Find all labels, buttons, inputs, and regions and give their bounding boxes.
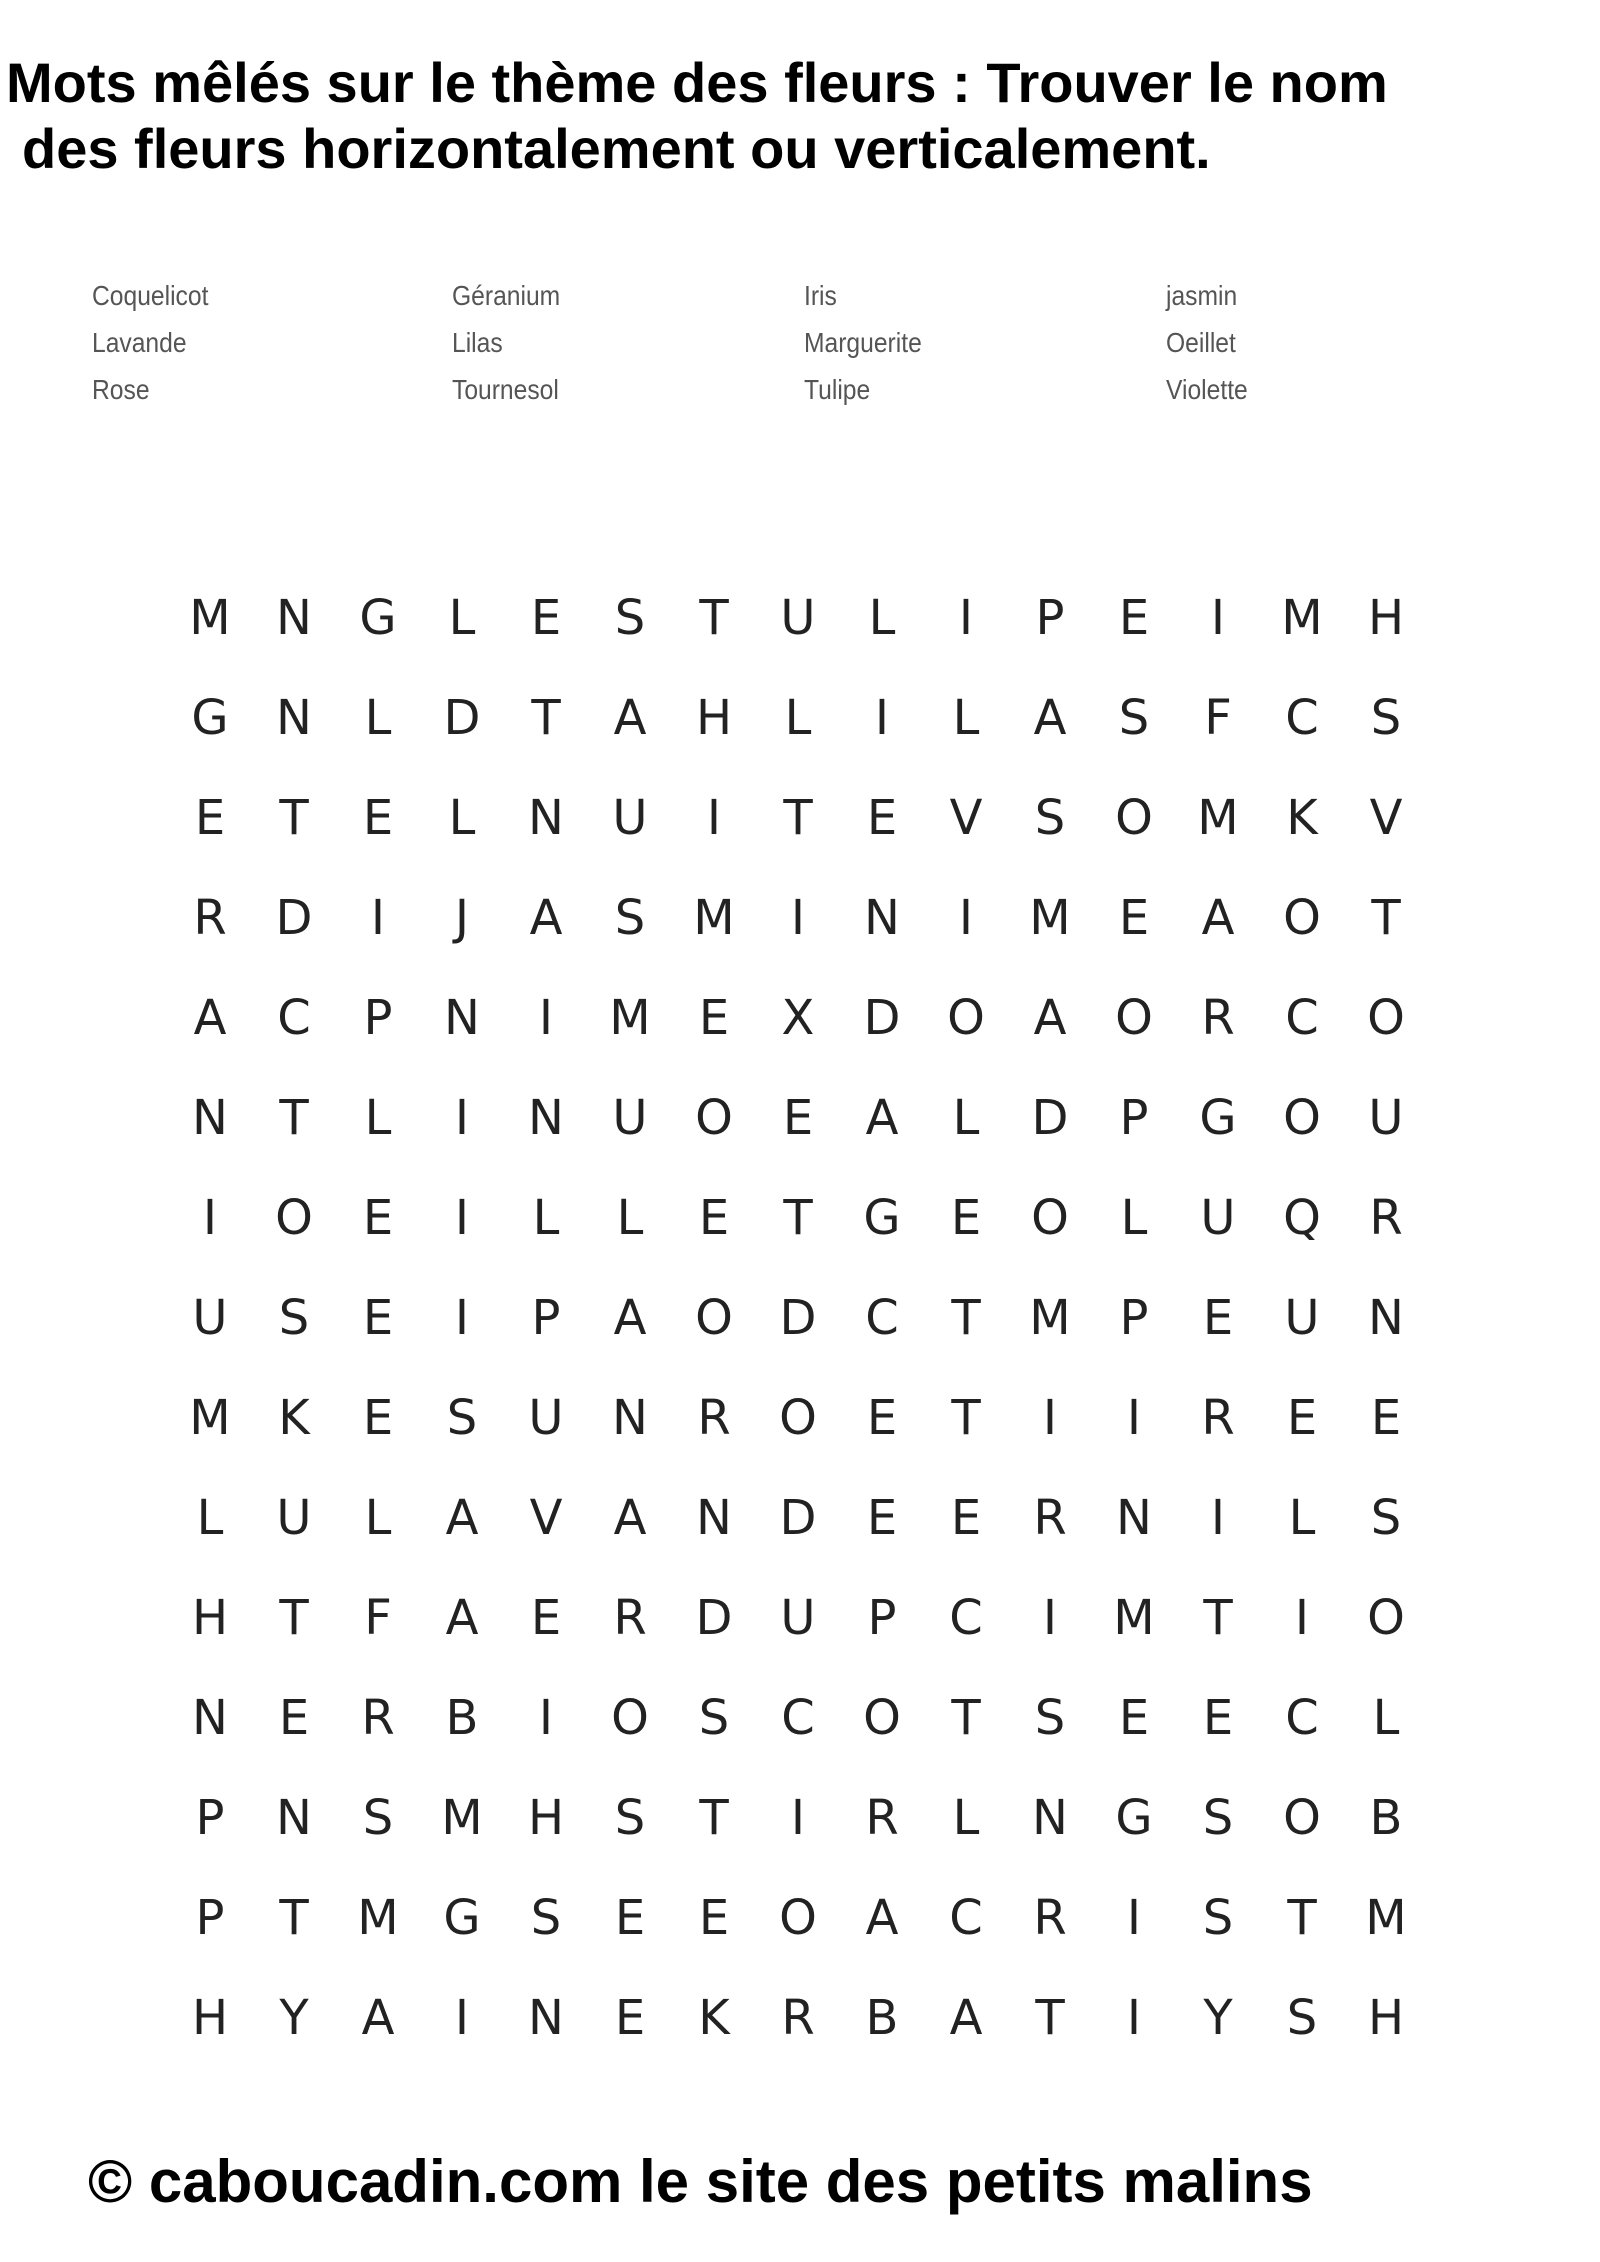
grid-letter: S: [1370, 690, 1402, 746]
grid-letter: D: [779, 1490, 817, 1546]
grid-letter: I: [1126, 1890, 1142, 1946]
grid-letter: C: [949, 1590, 983, 1646]
grid-letter: C: [949, 1890, 983, 1946]
grid-letter: T: [783, 790, 813, 846]
grid-letter: C: [1285, 690, 1319, 746]
grid-letter: A: [529, 890, 563, 946]
grid-letter: N: [276, 690, 312, 746]
grid-letter: U: [1284, 1290, 1320, 1346]
grid-letter: A: [445, 1590, 479, 1646]
grid-letter: Y: [279, 1990, 309, 2046]
grid-letter: T: [279, 1090, 309, 1146]
grid-letter: E: [698, 1890, 730, 1946]
grid-letter: M: [1029, 890, 1071, 946]
grid-letter: E: [950, 1190, 982, 1246]
grid-letter: S: [698, 1690, 730, 1746]
grid-letter: I: [958, 890, 974, 946]
footer-copyright: © caboucadin.com le site des petits malins: [88, 2148, 1313, 2215]
grid-letter: M: [1281, 590, 1323, 646]
page-title: [6, 50, 1600, 182]
grid-letter: L: [532, 1190, 560, 1246]
grid-letter: N: [192, 1690, 228, 1746]
grid-letter: T: [1035, 1990, 1065, 2046]
grid-letter: T: [531, 690, 561, 746]
grid-letter: V: [1369, 790, 1403, 846]
grid-letter: N: [528, 1090, 564, 1146]
word-list-item: Géranium: [452, 280, 561, 311]
grid-letter: L: [448, 590, 476, 646]
grid-letter: A: [445, 1490, 479, 1546]
grid-letter: M: [189, 1390, 231, 1446]
grid-letter: B: [445, 1690, 479, 1746]
grid-letter: G: [863, 1190, 901, 1246]
grid-letter: L: [196, 1490, 224, 1546]
grid-letter: M: [693, 890, 735, 946]
grid-letter: V: [529, 1490, 563, 1546]
grid-letter: D: [863, 990, 901, 1046]
grid-letter: N: [276, 590, 312, 646]
grid-letter: R: [613, 1590, 647, 1646]
grid-letter: T: [699, 1790, 729, 1846]
grid-letter: A: [193, 990, 227, 1046]
word-list-item: Lavande: [92, 327, 187, 358]
grid-letter: A: [1033, 990, 1067, 1046]
grid-letter: X: [781, 990, 815, 1046]
grid-letter: A: [1201, 890, 1235, 946]
grid-letter: K: [1286, 790, 1318, 846]
grid-letter: B: [865, 1990, 899, 2046]
grid-letter: M: [189, 590, 231, 646]
grid-letter: F: [364, 1590, 392, 1646]
grid-letter: S: [1034, 1690, 1066, 1746]
grid-letter: O: [863, 1690, 901, 1746]
grid-letter: I: [1042, 1390, 1058, 1446]
grid-letter: T: [783, 1190, 813, 1246]
grid-letter: E: [1118, 590, 1150, 646]
grid-letter: R: [1369, 1190, 1403, 1246]
grid-letter: I: [1294, 1590, 1310, 1646]
grid-letter: N: [528, 1990, 564, 2046]
grid-letter: T: [951, 1690, 981, 1746]
grid-letter: H: [1367, 1990, 1405, 2046]
grid-letter: J: [454, 890, 470, 946]
letter-grid: [168, 568, 1428, 2078]
grid-letter: C: [1285, 990, 1319, 1046]
grid-letter: R: [697, 1390, 731, 1446]
grid-letter: I: [1210, 590, 1226, 646]
grid-letter: M: [357, 1890, 399, 1946]
grid-letter: G: [191, 690, 229, 746]
grid-letter: M: [441, 1790, 483, 1846]
grid-letter: I: [454, 1090, 470, 1146]
grid-letter: P: [1119, 1090, 1149, 1146]
grid-letter: U: [612, 1090, 648, 1146]
grid-letter: G: [1115, 1790, 1153, 1846]
grid-letter: N: [276, 1790, 312, 1846]
grid-letter: N: [192, 1090, 228, 1146]
grid-letter: H: [1367, 590, 1405, 646]
grid-letter: O: [611, 1690, 649, 1746]
grid-letter: L: [448, 790, 476, 846]
grid-letter: L: [1120, 1190, 1148, 1246]
grid-letter: S: [1370, 1490, 1402, 1546]
grid-letter: E: [782, 1090, 814, 1146]
grid-letter: O: [275, 1190, 313, 1246]
grid-letter: U: [276, 1490, 312, 1546]
grid-letter: S: [1034, 790, 1066, 846]
grid-letter: L: [616, 1190, 644, 1246]
grid-letter: A: [361, 1990, 395, 2046]
grid-letter: U: [1200, 1190, 1236, 1246]
grid-letter: N: [696, 1490, 732, 1546]
grid-letter: C: [781, 1690, 815, 1746]
grid-letter: I: [790, 1790, 806, 1846]
grid-letter: R: [193, 890, 227, 946]
grid-letter: U: [780, 1590, 816, 1646]
grid-letter: M: [1197, 790, 1239, 846]
grid-letter: E: [1118, 890, 1150, 946]
grid-letter: I: [454, 1290, 470, 1346]
grid-letter: E: [194, 790, 226, 846]
grid-letter: I: [1042, 1590, 1058, 1646]
word-list-item: Rose: [92, 374, 150, 405]
grid-letter: P: [1119, 1290, 1149, 1346]
grid-letter: E: [866, 790, 898, 846]
grid-letter: O: [1367, 990, 1405, 1046]
grid-letter: O: [1283, 1790, 1321, 1846]
grid-letter: S: [1286, 1990, 1318, 2046]
grid-letter: S: [614, 890, 646, 946]
grid-letter: I: [1126, 1390, 1142, 1446]
grid-letter: O: [695, 1290, 733, 1346]
grid-letter: S: [1202, 1890, 1234, 1946]
grid-letter: O: [779, 1890, 817, 1946]
grid-letter: T: [951, 1290, 981, 1346]
grid-letter: C: [277, 990, 311, 1046]
grid-letter: O: [1283, 1090, 1321, 1146]
grid-letter: A: [1033, 690, 1067, 746]
grid-letter: R: [865, 1790, 899, 1846]
grid-letter: C: [865, 1290, 899, 1346]
grid-letter: D: [1031, 1090, 1069, 1146]
grid-letter: L: [952, 690, 980, 746]
grid-letter: T: [1371, 890, 1401, 946]
grid-letter: I: [874, 690, 890, 746]
grid-letter: O: [947, 990, 985, 1046]
grid-letter: R: [1201, 990, 1235, 1046]
grid-letter: E: [362, 1390, 394, 1446]
grid-letter: E: [362, 1290, 394, 1346]
grid-letter: E: [614, 1990, 646, 2046]
grid-letter: E: [614, 1890, 646, 1946]
grid-letter: I: [538, 1690, 554, 1746]
grid-letter: I: [790, 890, 806, 946]
grid-letter: S: [278, 1290, 310, 1346]
grid-letter: L: [1288, 1490, 1316, 1546]
grid-letter: R: [361, 1690, 395, 1746]
grid-letter: O: [779, 1390, 817, 1446]
grid-letter: N: [528, 790, 564, 846]
grid-letter: Q: [1283, 1190, 1321, 1246]
grid-letter: L: [364, 690, 392, 746]
grid-letter: A: [613, 690, 647, 746]
word-list: [92, 272, 1392, 413]
grid-letter: A: [865, 1890, 899, 1946]
word-list-item: Oeillet: [1166, 327, 1236, 358]
grid-letter: D: [275, 890, 313, 946]
grid-letter: T: [699, 590, 729, 646]
grid-letter: E: [950, 1490, 982, 1546]
grid-letter: I: [706, 790, 722, 846]
grid-letter: E: [362, 1190, 394, 1246]
grid-letter: E: [362, 790, 394, 846]
grid-letter: I: [202, 1190, 218, 1246]
grid-letter: Y: [1203, 1990, 1233, 2046]
grid-letter: A: [865, 1090, 899, 1146]
grid-letter: S: [614, 1790, 646, 1846]
grid-letter: E: [866, 1390, 898, 1446]
grid-letter: O: [1115, 990, 1153, 1046]
grid-letter: H: [191, 1990, 229, 2046]
grid-letter: I: [1210, 1490, 1226, 1546]
word-list-item: jasmin: [1166, 280, 1238, 311]
grid-letter: L: [1372, 1690, 1400, 1746]
grid-letter: T: [279, 1890, 309, 1946]
grid-letter: K: [278, 1390, 310, 1446]
grid-letter: O: [1031, 1190, 1069, 1246]
grid-letter: R: [1201, 1390, 1235, 1446]
grid-letter: U: [612, 790, 648, 846]
grid-letter: G: [443, 1890, 481, 1946]
grid-letter: E: [1202, 1290, 1234, 1346]
grid-letter: D: [779, 1290, 817, 1346]
grid-letter: E: [1370, 1390, 1402, 1446]
grid-letter: E: [698, 990, 730, 1046]
grid-letter: V: [949, 790, 983, 846]
grid-letter: D: [443, 690, 481, 746]
grid-letter: A: [613, 1290, 647, 1346]
grid-letter: H: [527, 1790, 565, 1846]
grid-letter: M: [1365, 1890, 1407, 1946]
grid-letter: E: [866, 1490, 898, 1546]
grid-letter: E: [530, 590, 562, 646]
grid-letter: U: [1368, 1090, 1404, 1146]
grid-letter: P: [531, 1290, 561, 1346]
grid-letter: O: [1367, 1590, 1405, 1646]
grid-letter: N: [444, 990, 480, 1046]
grid-letter: L: [784, 690, 812, 746]
grid-letter: I: [958, 590, 974, 646]
grid-letter: E: [530, 1590, 562, 1646]
grid-letter: T: [279, 790, 309, 846]
grid-letter: P: [195, 1890, 225, 1946]
grid-letter: G: [359, 590, 397, 646]
grid-letter: S: [1202, 1790, 1234, 1846]
grid-letter: N: [1032, 1790, 1068, 1846]
grid-letter: D: [695, 1590, 733, 1646]
word-list-item: Marguerite: [804, 327, 922, 358]
grid-letter: K: [698, 1990, 730, 2046]
grid-letter: I: [454, 1190, 470, 1246]
grid-letter: L: [952, 1790, 980, 1846]
grid-letter: L: [364, 1090, 392, 1146]
grid-letter: L: [952, 1090, 980, 1146]
grid-letter: B: [1369, 1790, 1403, 1846]
word-list-item: Violette: [1166, 374, 1248, 405]
grid-letter: S: [362, 1790, 394, 1846]
grid-letter: T: [279, 1590, 309, 1646]
grid-letter: P: [867, 1590, 897, 1646]
grid-letter: T: [1203, 1590, 1233, 1646]
grid-letter: N: [1116, 1490, 1152, 1546]
grid-letter: I: [1126, 1990, 1142, 2046]
grid-letter: U: [780, 590, 816, 646]
grid-letter: E: [1286, 1390, 1318, 1446]
title-line-2: des fleurs horizontalement ou verticalement.: [22, 117, 1211, 180]
grid-letter: M: [1113, 1590, 1155, 1646]
grid-letter: R: [1033, 1490, 1067, 1546]
grid-letter: S: [446, 1390, 478, 1446]
title-line-1: Mots mêlés sur le thème des fleurs : Trouver le nom: [6, 51, 1388, 114]
grid-letter: M: [609, 990, 651, 1046]
grid-letter: E: [1202, 1690, 1234, 1746]
grid-letter: F: [1204, 690, 1232, 746]
grid-letter: I: [370, 890, 386, 946]
grid-letter: N: [864, 890, 900, 946]
grid-letter: E: [1118, 1690, 1150, 1746]
grid-letter: E: [278, 1690, 310, 1746]
grid-letter: L: [364, 1490, 392, 1546]
word-list-item: Tulipe: [804, 374, 871, 405]
grid-letter: R: [1033, 1890, 1067, 1946]
word-list-item: Iris: [804, 280, 837, 311]
grid-letter: H: [191, 1590, 229, 1646]
grid-letter: P: [363, 990, 393, 1046]
grid-letter: M: [1029, 1290, 1071, 1346]
grid-letter: P: [195, 1790, 225, 1846]
grid-letter: O: [695, 1090, 733, 1146]
grid-letter: I: [454, 1990, 470, 2046]
grid-letter: O: [1115, 790, 1153, 846]
grid-letter: P: [1035, 590, 1065, 646]
grid-letter: A: [949, 1990, 983, 2046]
grid-letter: E: [698, 1190, 730, 1246]
grid-letter: U: [528, 1390, 564, 1446]
grid-letter: T: [951, 1390, 981, 1446]
grid-letter: U: [192, 1290, 228, 1346]
grid-letter: H: [695, 690, 733, 746]
grid-letter: A: [613, 1490, 647, 1546]
grid-letter: R: [781, 1990, 815, 2046]
grid-letter: T: [1287, 1890, 1317, 1946]
grid-letter: C: [1285, 1690, 1319, 1746]
grid-letter: S: [530, 1890, 562, 1946]
grid-letter: S: [1118, 690, 1150, 746]
grid-letter: O: [1283, 890, 1321, 946]
word-list-item: Tournesol: [452, 374, 559, 405]
word-list-item: Coquelicot: [92, 280, 209, 311]
grid-letter: S: [614, 590, 646, 646]
grid-letter: L: [868, 590, 896, 646]
grid-letter: N: [1368, 1290, 1404, 1346]
grid-letter: G: [1199, 1090, 1237, 1146]
grid-letter: N: [612, 1390, 648, 1446]
word-list-item: Lilas: [452, 327, 503, 358]
grid-letter: I: [538, 990, 554, 1046]
